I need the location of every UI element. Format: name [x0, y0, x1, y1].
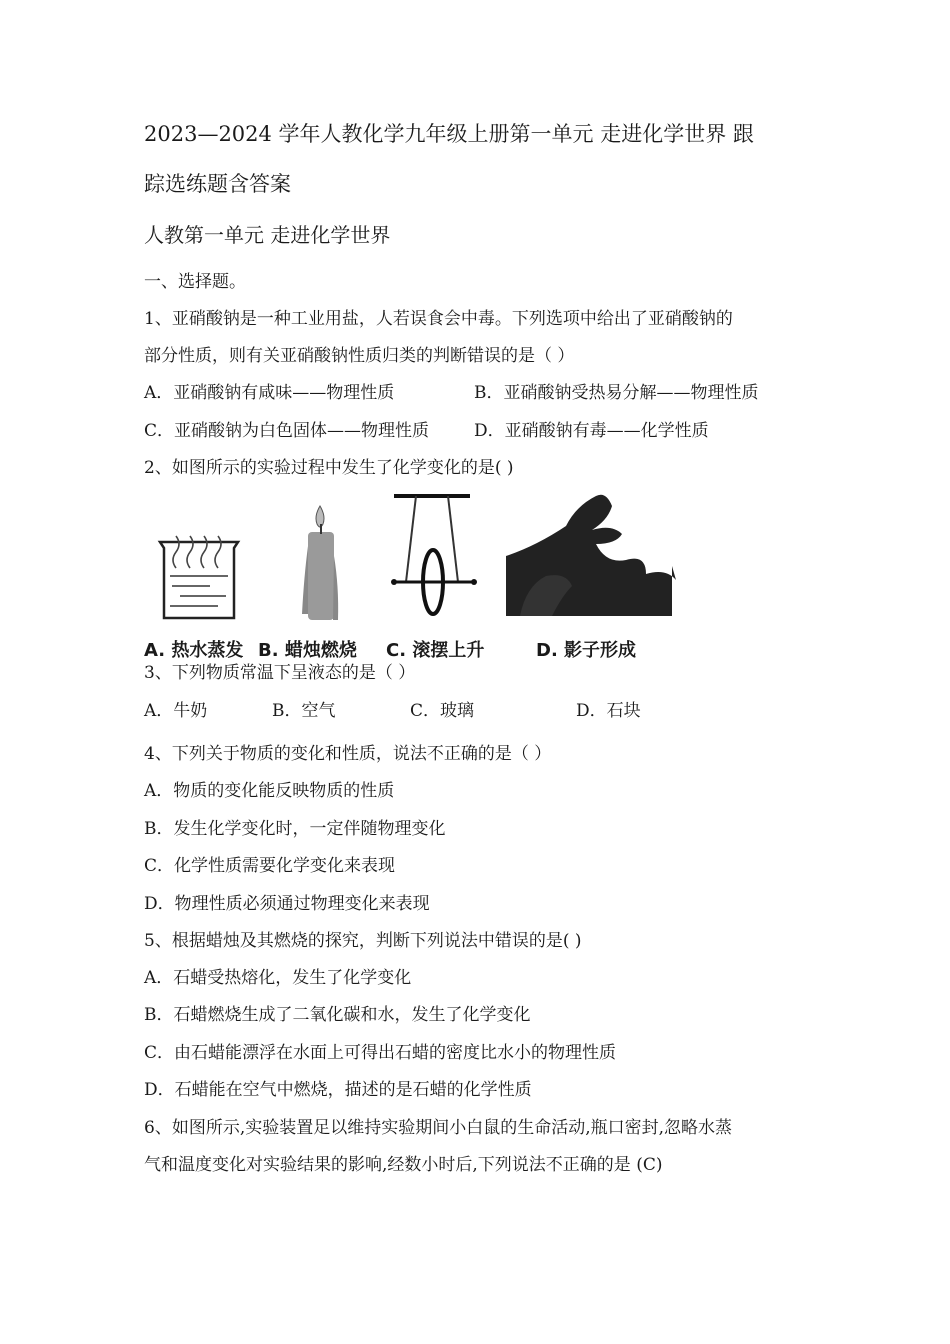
q4-option-c: C．化学性质需要化学变化来表现 — [144, 856, 396, 876]
q4-option-d: D．物理性质必须通过物理变化来表现 — [144, 894, 430, 914]
q1-option-b: B．亚硝酸钠受热易分解——物理性质 — [474, 383, 759, 403]
q2-label-d: D. 影子形成 — [536, 640, 637, 661]
section-heading: 一、选择题。 — [144, 272, 246, 292]
q1-stem-line-1: 1、亚硝酸钠是一种工业用盐，人若误食会中毒。下列选项中给出了亚硝酸钠的 — [144, 309, 733, 329]
q1-option-d: D．亚硝酸钠有毒——化学性质 — [474, 421, 709, 441]
q2-figure — [140, 486, 680, 666]
q4-option-a: A．物质的变化能反映物质的性质 — [144, 781, 395, 801]
hand-shadow-icon — [506, 495, 676, 616]
pendulum-wheel-icon — [391, 496, 477, 614]
doc-title-line-1: 2023—2024 学年人教化学九年级上册第一单元 走进化学世界 跟 — [144, 122, 754, 146]
q1-option-c: C．亚硝酸钠为白色固体——物理性质 — [144, 421, 430, 441]
q5-stem: 5、根据蜡烛及其燃烧的探究，判断下列说法中错误的是( ) — [144, 931, 582, 951]
q1-option-a: A．亚硝酸钠有咸味——物理性质 — [144, 383, 395, 403]
q3-option-c: C．玻璃 — [410, 701, 475, 721]
q5-option-a: A．石蜡受热熔化，发生了化学变化 — [144, 968, 412, 988]
q5-option-b: B．石蜡燃烧生成了二氧化碳和水，发生了化学变化 — [144, 1005, 531, 1025]
q5-option-d: D．石蜡能在空气中燃烧，描述的是石蜡的化学性质 — [144, 1080, 532, 1100]
unit-heading: 人教第一单元 走进化学世界 — [144, 223, 391, 247]
q6-stem-line-2: 气和温度变化对实验结果的影响,经数小时后,下列说法不正确的是 (C) — [144, 1155, 663, 1175]
doc-title-line-2: 踪选练题含答案 — [144, 172, 291, 196]
q5-option-c: C．由石蜡能漂浮在水面上可得出石蜡的密度比水小的物理性质 — [144, 1043, 617, 1063]
beaker-icon — [160, 536, 238, 618]
q3-option-a: A．牛奶 — [144, 701, 208, 721]
q3-option-b: B．空气 — [272, 701, 336, 721]
q2-label-a: A. 热水蒸发 — [144, 640, 244, 661]
q3-stem: 3、下列物质常温下呈液态的是（ ） — [144, 663, 416, 683]
q6-stem-line-1: 6、如图所示,实验装置足以维持实验期间小白鼠的生命活动,瓶口密封,忽略水蒸 — [144, 1118, 733, 1138]
q2-label-b: B. 蜡烛燃烧 — [258, 640, 357, 661]
q2-label-c: C. 滚摆上升 — [386, 640, 485, 661]
candle-icon — [302, 506, 338, 620]
q4-stem: 4、下列关于物质的变化和性质，说法不正确的是（ ） — [144, 744, 552, 764]
q2-stem: 2、如图所示的实验过程中发生了化学变化的是( ) — [144, 458, 514, 478]
q3-option-d: D．石块 — [576, 701, 641, 721]
q4-option-b: B．发生化学变化时，一定伴随物理变化 — [144, 819, 446, 839]
q1-stem-line-2: 部分性质，则有关亚硝酸钠性质归类的判断错误的是（ ） — [144, 346, 575, 366]
